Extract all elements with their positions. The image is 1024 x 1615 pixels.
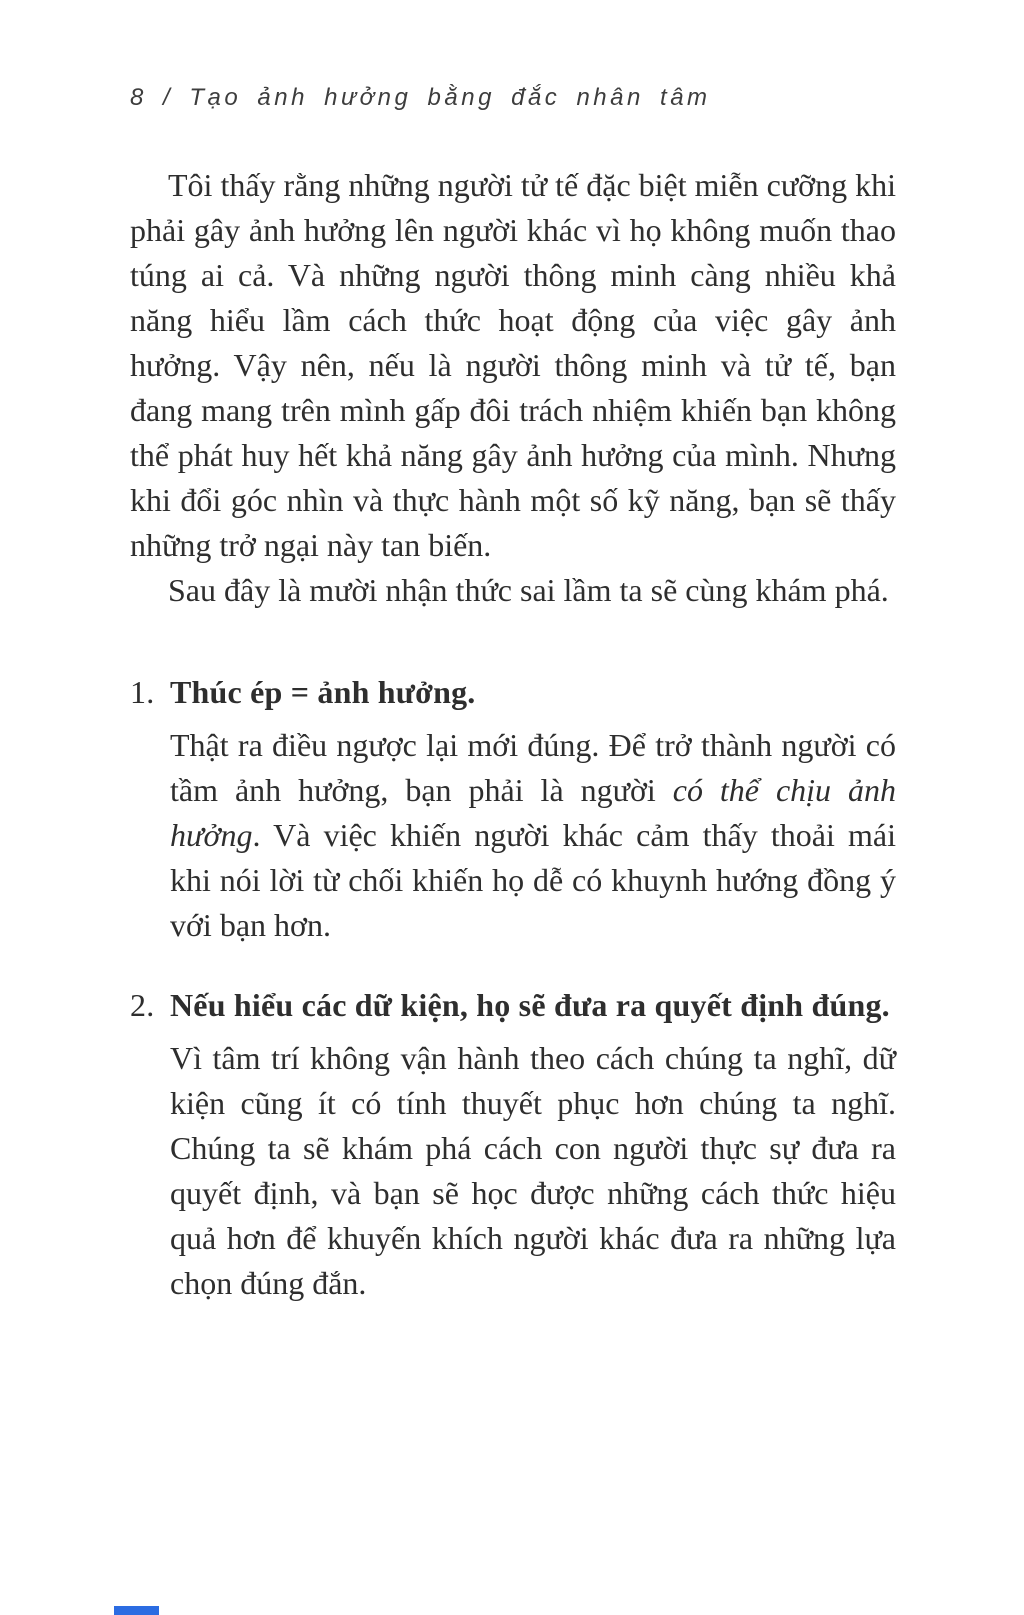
list-item-heading: Thúc ép = ảnh hưởng. — [170, 674, 476, 710]
book-title: Tạo ảnh hưởng bằng đắc nhân tâm — [189, 84, 711, 111]
list-item-heading-row — [130, 982, 896, 1028]
body-segment: Vì tâm trí không vận hành theo cách chúng ta nghĩ, dữ kiện cũng ít có tính thuyết phục hơn chúng ta nghĩ. Chúng ta sẽ khám phá cách con người thực sự đưa ra quyết định, và bạn sẽ học được những cách thức hiệu quả hơn để khuyến khích người khác đưa ra những lựa chọn đúng đắn. — [170, 1040, 896, 1301]
running-head-separator: / — [163, 84, 174, 111]
bottom-edge-blue-bar — [114, 1606, 159, 1615]
body-segment-italic: có thể chịu ảnh hưởng — [170, 772, 897, 853]
list-item — [130, 982, 896, 1306]
list-item-body — [170, 1036, 896, 1306]
list-item-heading-row — [130, 669, 896, 715]
list-item — [130, 669, 896, 948]
page-number: 8 — [130, 84, 147, 111]
list-item-number: 1. — [130, 674, 155, 710]
list-item-heading: Nếu hiểu các dữ kiện, họ sẽ đưa ra quyết định đúng. — [170, 987, 890, 1023]
list-item-number: 2. — [130, 987, 155, 1023]
intro-paragraph: Tôi thấy rằng những người tử tế đặc biệt miễn cưỡng khi phải gây ảnh hưởng lên người khác vì họ không muốn thao túng ai cả. Và những người thông minh càng nhiều khả năng hiểu lầm cách thức hoạt động của việc gây ảnh hưởng. Vậy nên, nếu là người thông minh và tử tế, bạn đang mang trên mình gấp đôi trách nhiệm khiến bạn không thể phát huy hết khả năng gây ảnh hưởng của mình. Nhưng khi đổi góc nhìn và thực hành một số kỹ năng, bạn sẽ thấy những trở ngại này tan biến. — [130, 167, 896, 563]
list-item-body — [170, 723, 896, 948]
body-segment: . Và việc khiến người khác cảm thấy thoải mái khi nói lời từ chối khiến họ dễ có khuynh hướng đồng ý với bạn hơn. — [170, 817, 896, 943]
misconceptions-list — [130, 669, 896, 1306]
running-head — [130, 84, 711, 112]
page-content — [130, 163, 896, 1306]
body-segment: Thật ra điều ngược lại mới đúng. Để trở thành người có tầm ảnh hưởng, bạn phải là người — [170, 727, 896, 808]
intro-paragraph: Sau đây là mười nhận thức sai lầm ta sẽ cùng khám phá. — [168, 572, 889, 608]
